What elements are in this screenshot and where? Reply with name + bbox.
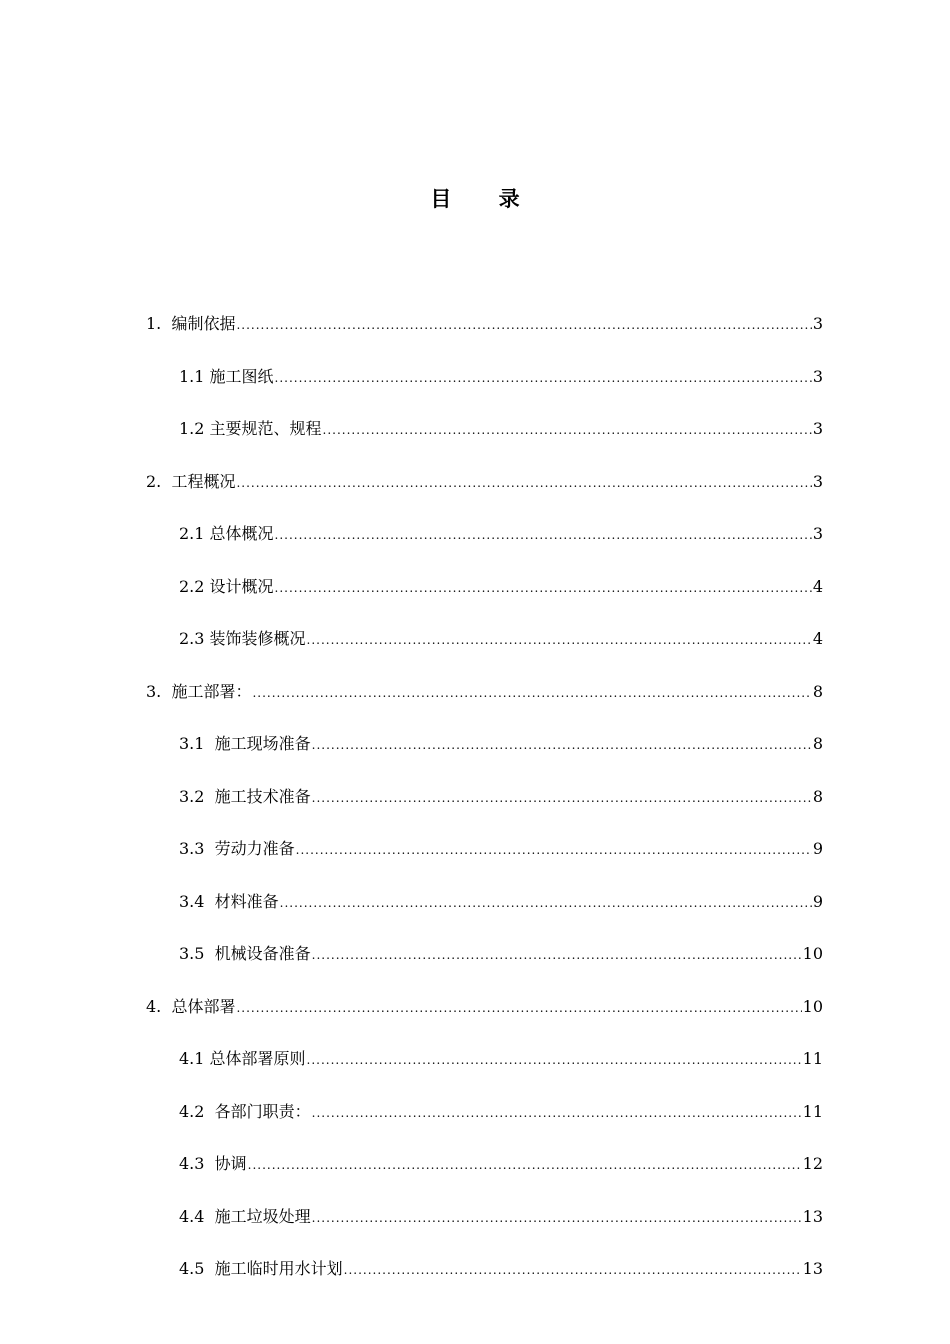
toc-entry-page-number: 11 xyxy=(802,1101,823,1121)
toc-entry-number: 3. xyxy=(146,681,172,701)
toc-dot-leader xyxy=(236,311,811,339)
toc-entry-title: 设计概况 xyxy=(209,576,274,596)
toc-entry-page-number: 8 xyxy=(812,734,823,753)
toc-entry-title: 装饰装修概况 xyxy=(209,629,306,648)
toc-entry[interactable] xyxy=(179,1150,823,1178)
toc-entry-title: 工程概况 xyxy=(171,471,236,491)
toc-dot-leader xyxy=(275,574,812,602)
toc-entry-page-number: 3 xyxy=(812,314,823,333)
toc-entry-page-number: 12 xyxy=(802,1154,823,1173)
toc-dot-leader xyxy=(236,994,801,1022)
toc-dot-leader xyxy=(344,1256,802,1284)
toc-entry-title: 协调 xyxy=(214,1154,247,1173)
toc-dot-leader xyxy=(312,941,802,969)
toc-dot-leader xyxy=(236,469,811,497)
toc-entry[interactable] xyxy=(179,1255,823,1283)
toc-entry-title: 材料准备 xyxy=(214,891,279,911)
toc-entry-title: 施工垃圾处理 xyxy=(214,1206,311,1226)
toc-entry-title: 主要规范、规程 xyxy=(209,419,322,438)
toc-entry-number: 4.5 xyxy=(179,1259,215,1278)
toc-entry-page-number: 3 xyxy=(812,366,823,386)
toc-entry-page-number: 9 xyxy=(812,839,823,858)
toc-entry[interactable] xyxy=(146,310,823,338)
toc-entry[interactable] xyxy=(146,678,823,706)
toc-entry[interactable] xyxy=(179,888,823,916)
toc-entry-title: 总体部署原则 xyxy=(209,1049,306,1068)
toc-dot-leader xyxy=(296,836,812,864)
toc-dot-leader xyxy=(275,521,812,549)
toc-entry-title: 机械设备准备 xyxy=(214,944,311,963)
toc-entry[interactable] xyxy=(179,363,823,391)
toc-dot-leader xyxy=(307,626,812,654)
toc-entry-title: 施工技术准备 xyxy=(214,786,311,806)
toc-entry[interactable] xyxy=(179,1098,823,1126)
toc-dot-leader xyxy=(323,416,812,444)
toc-entry-number: 4.2 xyxy=(179,1101,215,1121)
toc-dot-leader xyxy=(312,784,812,812)
toc-entry[interactable] xyxy=(179,783,823,811)
toc-entry-number: 3.5 xyxy=(179,944,215,963)
toc-dot-leader xyxy=(312,1099,802,1127)
toc-entry-page-number: 8 xyxy=(812,786,823,806)
toc-entry-number: 2.1 xyxy=(179,524,210,543)
toc-entry-number: 1.2 xyxy=(179,419,210,438)
toc-entry-page-number: 4 xyxy=(812,629,823,648)
toc-entry-title: 施工现场准备 xyxy=(214,734,311,753)
toc-entry[interactable] xyxy=(179,1045,823,1073)
toc-entry-page-number: 3 xyxy=(812,419,823,438)
toc-entry-page-number: 8 xyxy=(812,681,823,701)
toc-entry-title: 施工临时用水计划 xyxy=(214,1259,343,1278)
toc-dot-leader xyxy=(312,731,812,759)
toc-entry-page-number: 13 xyxy=(802,1259,823,1278)
toc-entry-number: 3.3 xyxy=(179,839,215,858)
toc-entry-title: 总体部署 xyxy=(171,996,236,1016)
toc-entry-page-number: 13 xyxy=(802,1206,823,1226)
toc-entry-page-number: 11 xyxy=(802,1049,823,1068)
toc-entry-number: 4.1 xyxy=(179,1049,210,1068)
toc-entry[interactable] xyxy=(179,1203,823,1231)
toc-entry-title: 施工图纸 xyxy=(209,366,274,386)
toc-dot-leader xyxy=(312,1204,802,1232)
toc-dot-leader xyxy=(280,889,812,917)
toc-entry-number: 3.1 xyxy=(179,734,215,753)
toc-entry-number: 4.3 xyxy=(179,1154,215,1173)
toc-dot-leader xyxy=(252,679,811,707)
toc-entry[interactable] xyxy=(179,625,823,653)
toc-entry[interactable] xyxy=(179,415,823,443)
toc-dot-leader xyxy=(275,364,812,392)
toc-entry-page-number: 9 xyxy=(812,891,823,911)
toc-entry[interactable] xyxy=(146,468,823,496)
toc-entry-page-number: 3 xyxy=(812,471,823,491)
toc-dot-leader xyxy=(248,1151,802,1179)
toc-dot-leader xyxy=(307,1046,802,1074)
toc-entry[interactable] xyxy=(179,835,823,863)
toc-entry[interactable] xyxy=(179,573,823,601)
toc-entry-number: 2.3 xyxy=(179,629,210,648)
toc-entry[interactable] xyxy=(146,993,823,1021)
toc-entry[interactable] xyxy=(179,730,823,758)
toc-entry-title: 劳动力准备 xyxy=(214,839,295,858)
toc-entry-number: 1. xyxy=(146,314,172,333)
toc-entry-title: 施工部署： xyxy=(171,681,252,701)
toc-entry-page-number: 4 xyxy=(812,576,823,596)
toc-entry-number: 1.1 xyxy=(179,366,210,386)
toc-entry-page-number: 10 xyxy=(802,996,823,1016)
toc-entry-title: 各部门职责： xyxy=(214,1101,311,1121)
toc-entry-number: 3.4 xyxy=(179,891,215,911)
toc-entry-number: 4.4 xyxy=(179,1206,215,1226)
toc-entry-number: 2. xyxy=(146,471,172,491)
toc-entry-number: 2.2 xyxy=(179,576,210,596)
toc-entry-title: 编制依据 xyxy=(171,314,236,333)
toc-entry[interactable] xyxy=(179,940,823,968)
toc-entry[interactable] xyxy=(179,520,823,548)
toc-entry-number: 4. xyxy=(146,996,172,1016)
toc-entry-page-number: 10 xyxy=(802,944,823,963)
page-title: 目 录 xyxy=(430,187,540,211)
toc-entry-number: 3.2 xyxy=(179,786,215,806)
toc-entry-title: 总体概况 xyxy=(209,524,274,543)
toc-entry-page-number: 3 xyxy=(812,524,823,543)
